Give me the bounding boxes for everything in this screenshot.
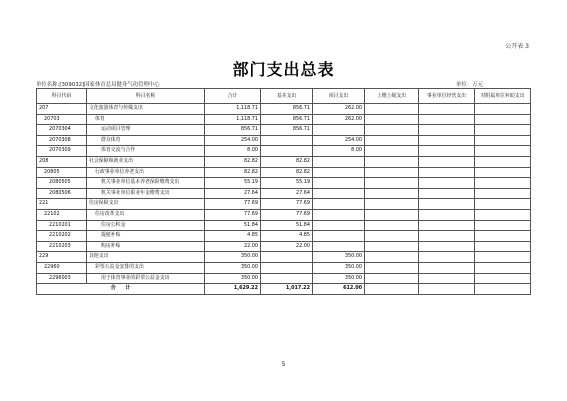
cell-name: 机关事业单位职业年金缴费支出	[87, 188, 205, 199]
cell-code: 207	[37, 104, 87, 115]
table-row	[37, 262, 531, 273]
cell-project	[313, 199, 365, 210]
cell-subsidy	[475, 252, 531, 263]
cell-business	[419, 114, 475, 125]
cell-total: 254.00	[205, 135, 261, 146]
cell-name: 提租补贴	[87, 231, 205, 242]
cell-upper	[365, 125, 419, 136]
cell-code: 2210202	[37, 231, 87, 242]
total-upper	[365, 284, 419, 295]
table-row	[37, 125, 531, 136]
cell-basic: 4.85	[261, 231, 313, 242]
header-code: 科目代码	[37, 89, 87, 104]
cell-subsidy	[475, 231, 531, 242]
cell-subsidy	[475, 146, 531, 157]
cell-total: 1,118.71	[205, 114, 261, 125]
page-number: 5	[281, 361, 286, 368]
cell-total: 82.82	[205, 167, 261, 178]
table-row	[37, 178, 531, 189]
cell-project	[313, 188, 365, 199]
cell-code: 22102	[37, 209, 87, 220]
table-row	[37, 188, 531, 199]
cell-total: 350.00	[205, 262, 261, 273]
cell-code: 2210203	[37, 241, 87, 252]
cell-project: 350.00	[313, 273, 365, 284]
cell-business	[419, 231, 475, 242]
cell-project	[313, 178, 365, 189]
unit-label: 单位：万元	[456, 82, 483, 88]
cell-upper	[365, 188, 419, 199]
total-label: 合 计	[37, 284, 205, 295]
table-row	[37, 114, 531, 125]
cell-total: 77.69	[205, 209, 261, 220]
cell-total: 77.69	[205, 199, 261, 210]
header-basic: 基本支出	[261, 89, 313, 104]
cell-business	[419, 178, 475, 189]
cell-name: 运动项目管理	[87, 125, 205, 136]
cell-business	[419, 220, 475, 231]
header-business: 事业单位经营支出	[419, 89, 475, 104]
total-basic: 1,017.22	[261, 284, 313, 295]
header-total: 合计	[205, 89, 261, 104]
cell-business	[419, 135, 475, 146]
cell-code: 22960	[37, 262, 87, 273]
cell-business	[419, 241, 475, 252]
table-header-row	[37, 89, 531, 104]
cell-upper	[365, 104, 419, 115]
table-row	[37, 167, 531, 178]
cell-upper	[365, 252, 419, 263]
cell-subsidy	[475, 178, 531, 189]
cell-basic: 55.19	[261, 178, 313, 189]
cell-basic: 27.64	[261, 188, 313, 199]
cell-total: 55.19	[205, 178, 261, 189]
unit-name: 单位名称:[309032]国家体育总局健身气功管理中心	[36, 82, 160, 88]
cell-basic	[261, 146, 313, 157]
cell-total: 856.71	[205, 125, 261, 136]
table-row	[37, 252, 531, 263]
cell-upper	[365, 262, 419, 273]
cell-code: 221	[37, 199, 87, 210]
cell-project	[313, 220, 365, 231]
total-total: 1,629.22	[205, 284, 261, 295]
page-title: 部门支出总表	[232, 60, 335, 79]
cell-name: 用于体育事业的彩票公益金支出	[87, 273, 205, 284]
cell-total: 51.84	[205, 220, 261, 231]
cell-project: 350.00	[313, 262, 365, 273]
cell-subsidy	[475, 104, 531, 115]
cell-business	[419, 125, 475, 136]
cell-basic: 82.82	[261, 167, 313, 178]
total-subsidy	[475, 284, 531, 295]
cell-upper	[365, 209, 419, 220]
cell-subsidy	[475, 156, 531, 167]
cell-code: 208	[37, 156, 87, 167]
cell-name: 文化旅游体育与传媒支出	[87, 104, 205, 115]
cell-basic: 77.69	[261, 199, 313, 210]
cell-project	[313, 125, 365, 136]
cell-total: 82.82	[205, 156, 261, 167]
cell-total: 22.00	[205, 241, 261, 252]
cell-name: 群众体育	[87, 135, 205, 146]
cell-upper	[365, 156, 419, 167]
cell-subsidy	[475, 135, 531, 146]
cell-project: 350.00	[313, 252, 365, 263]
cell-business	[419, 209, 475, 220]
cell-upper	[365, 114, 419, 125]
cell-project	[313, 156, 365, 167]
cell-code: 229	[37, 252, 87, 263]
table-row	[37, 104, 531, 115]
cell-business	[419, 146, 475, 157]
cell-project	[313, 209, 365, 220]
cell-upper	[365, 167, 419, 178]
cell-name: 体育交流与合作	[87, 146, 205, 157]
cell-name: 彩票公益金安排的支出	[87, 262, 205, 273]
cell-subsidy	[475, 199, 531, 210]
cell-code: 2080506	[37, 188, 87, 199]
cell-business	[419, 167, 475, 178]
cell-basic: 77.69	[261, 209, 313, 220]
cell-code: 2296003	[37, 273, 87, 284]
header-subsidy: 对附属单位补助支出	[475, 89, 531, 104]
cell-name: 住房公积金	[87, 220, 205, 231]
cell-subsidy	[475, 273, 531, 284]
cell-upper	[365, 146, 419, 157]
header-upper: 上缴上级支出	[365, 89, 419, 104]
cell-project: 8.00	[313, 146, 365, 157]
cell-basic: 51.84	[261, 220, 313, 231]
expenditure-table	[36, 88, 531, 295]
cell-total: 350.00	[205, 273, 261, 284]
header-project: 项目支出	[313, 89, 365, 104]
cell-name: 体育	[87, 114, 205, 125]
table-row	[37, 273, 531, 284]
cell-upper	[365, 241, 419, 252]
cell-code: 2070309	[37, 146, 87, 157]
cell-basic: 82.82	[261, 156, 313, 167]
header-name: 科目名称	[87, 89, 205, 104]
table-body	[37, 104, 531, 295]
cell-subsidy	[475, 209, 531, 220]
cell-business	[419, 273, 475, 284]
cell-basic: 856.71	[261, 104, 313, 115]
cell-code: 2210201	[37, 220, 87, 231]
cell-upper	[365, 231, 419, 242]
cell-subsidy	[475, 220, 531, 231]
cell-name: 行政事业单位养老支出	[87, 167, 205, 178]
table-row	[37, 209, 531, 220]
cell-code: 2080505	[37, 178, 87, 189]
cell-name: 住房改革支出	[87, 209, 205, 220]
cell-project: 262.00	[313, 104, 365, 115]
cell-business	[419, 156, 475, 167]
cell-subsidy	[475, 241, 531, 252]
cell-project	[313, 241, 365, 252]
cell-name: 机关事业单位基本养老保险缴费支出	[87, 178, 205, 189]
cell-basic	[261, 252, 313, 263]
cell-upper	[365, 199, 419, 210]
cell-subsidy	[475, 167, 531, 178]
cell-name: 其他支出	[87, 252, 205, 263]
cell-project	[313, 167, 365, 178]
cell-total: 350.00	[205, 252, 261, 263]
cell-basic: 856.71	[261, 114, 313, 125]
total-row	[37, 284, 531, 295]
cell-upper	[365, 135, 419, 146]
total-business	[419, 284, 475, 295]
table-row	[37, 241, 531, 252]
cell-upper	[365, 273, 419, 284]
cell-subsidy	[475, 125, 531, 136]
cell-business	[419, 199, 475, 210]
table-row	[37, 220, 531, 231]
cell-business	[419, 188, 475, 199]
cell-basic	[261, 135, 313, 146]
cell-code: 2070308	[37, 135, 87, 146]
table-row	[37, 199, 531, 210]
cell-total: 1,118.71	[205, 104, 261, 115]
cell-name: 住房保障支出	[87, 199, 205, 210]
cell-subsidy	[475, 188, 531, 199]
cell-code: 20805	[37, 167, 87, 178]
cell-code: 2070304	[37, 125, 87, 136]
total-project: 612.00	[313, 284, 365, 295]
cell-total: 27.64	[205, 188, 261, 199]
cell-business	[419, 104, 475, 115]
cell-subsidy	[475, 114, 531, 125]
cell-total: 4.85	[205, 231, 261, 242]
cell-project	[313, 231, 365, 242]
cell-name: 社会保障和就业支出	[87, 156, 205, 167]
cell-code: 20703	[37, 114, 87, 125]
table-row	[37, 231, 531, 242]
cell-basic: 856.71	[261, 125, 313, 136]
table-row	[37, 156, 531, 167]
cell-subsidy	[475, 262, 531, 273]
table-row	[37, 135, 531, 146]
form-number: 公开表 3	[505, 43, 529, 50]
cell-upper	[365, 220, 419, 231]
cell-project: 262.00	[313, 114, 365, 125]
cell-business	[419, 252, 475, 263]
cell-name: 购房补贴	[87, 241, 205, 252]
cell-basic	[261, 262, 313, 273]
cell-basic: 22.00	[261, 241, 313, 252]
cell-total: 8.00	[205, 146, 261, 157]
cell-upper	[365, 178, 419, 189]
cell-business	[419, 262, 475, 273]
cell-project: 254.00	[313, 135, 365, 146]
table-row	[37, 146, 531, 157]
cell-basic	[261, 273, 313, 284]
